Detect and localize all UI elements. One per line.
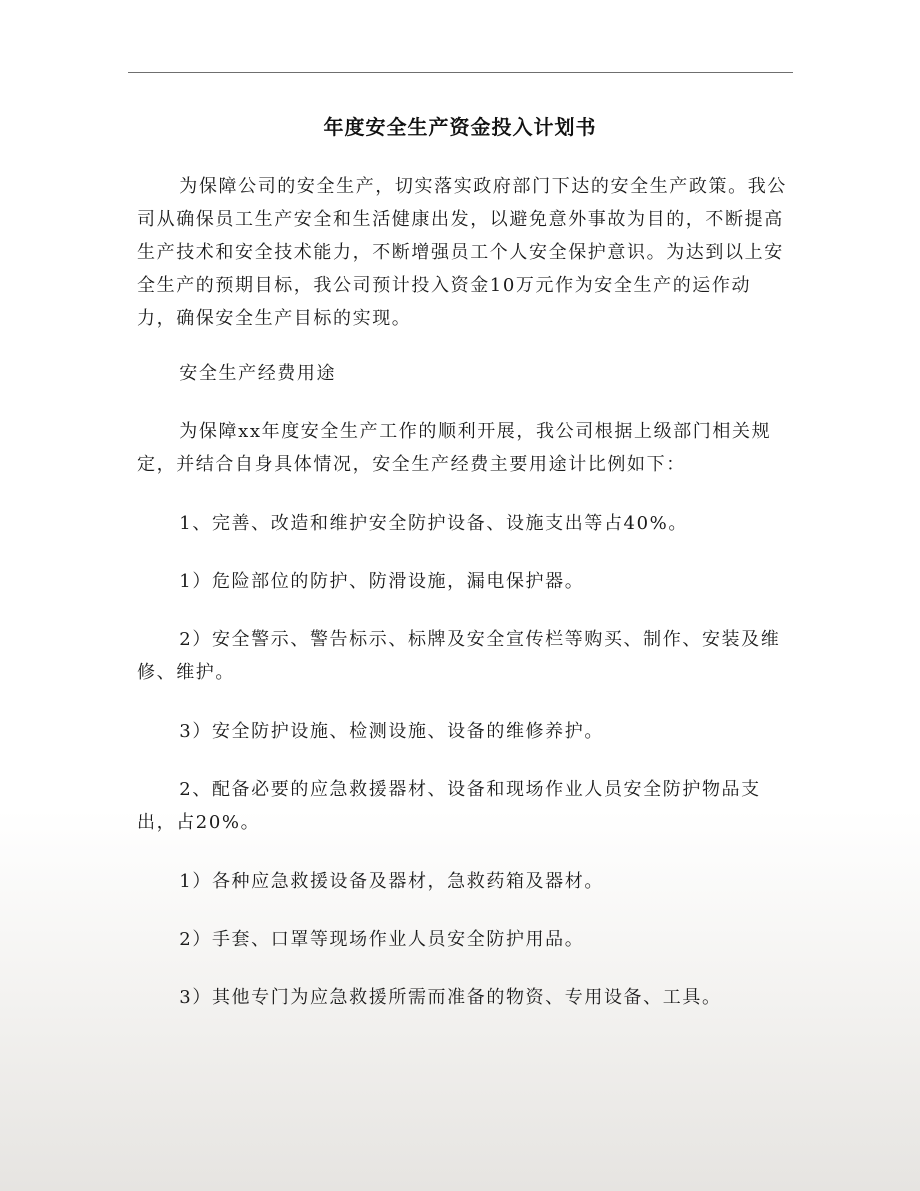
document-body [137, 170, 787, 1039]
list-item-1-2: 2）安全警示、警告标示、标牌及安全宣传栏等购买、制作、安装及维修、维护。 [137, 629, 781, 683]
list-item-2-3: 3）其他专门为应急救援所需而准备的物资、专用设备、工具。 [179, 987, 722, 1008]
list-item-1-1: 1）危险部位的防护、防滑设施，漏电保护器。 [179, 571, 585, 592]
paragraph-intro: 为保障公司的安全生产，切实落实政府部门下达的安全生产政策。我公司从确保员工生产安全和生活健康出发，以避免意外事故为目的，不断提高生产技术和安全技术能力，不断增强员工个人安全保护意识。为达到以上安全生产的预期目标，我公司预计投入资金10万元作为安全生产的运作动力，确保安全生产目标的实现。 [137, 176, 787, 329]
paragraph-usage-intro: 为保障xx年度安全生产工作的顺利开展，我公司根据上级部门相关规定，并结合自身具体情况，安全生产经费主要用途计比例如下： [137, 421, 772, 475]
list-item-1: 1、完善、改造和维护安全防护设备、设施支出等占40%。 [179, 513, 688, 534]
document-title: 年度安全生产资金投入计划书 [323, 115, 597, 139]
header-rule [128, 72, 793, 73]
section-heading-usage: 安全生产经费用途 [179, 363, 337, 384]
list-item-1-3: 3）安全防护设施、检测设施、设备的维修养护。 [179, 721, 604, 742]
list-item-2-1: 1）各种应急救援设备及器材，急救药箱及器材。 [179, 871, 604, 892]
list-item-2: 2、配备必要的应急救援器材、设备和现场作业人员安全防护物品支出，占20%。 [137, 779, 761, 833]
list-item-2-2: 2）手套、口罩等现场作业人员安全防护用品。 [179, 929, 585, 950]
